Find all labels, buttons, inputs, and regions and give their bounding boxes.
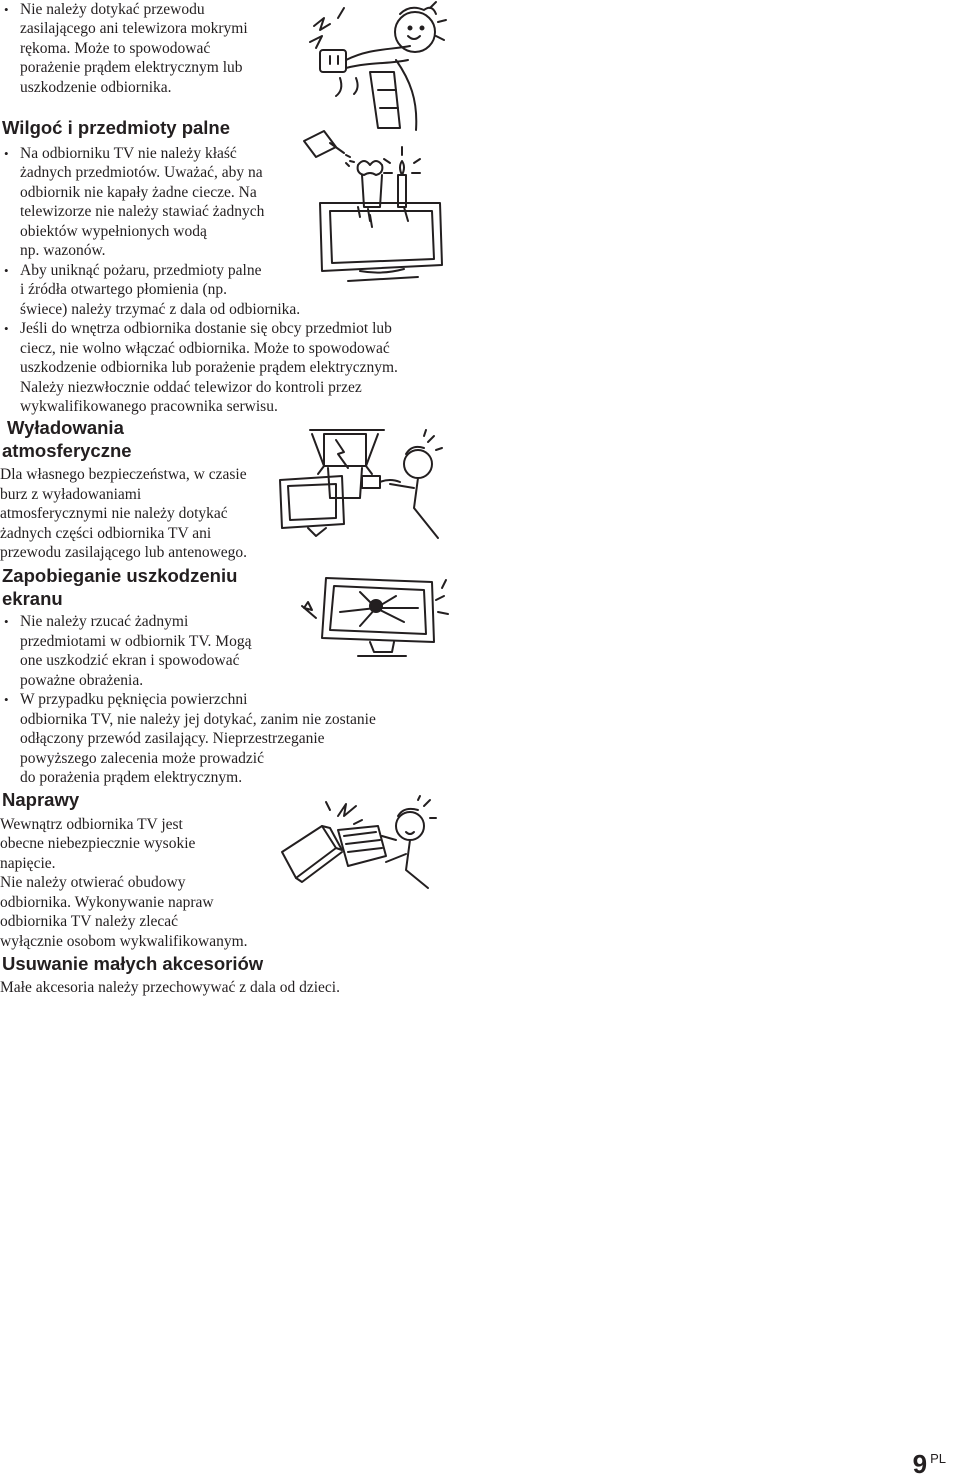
page-language-code: PL <box>930 1451 946 1466</box>
moisture-b3-l4: Należy niezwłocznie oddać telewizor do kontroli przez <box>20 379 362 396</box>
intro-line-5: uszkodzenie odbiornika. <box>20 79 172 96</box>
screen-bullet-2-dot: • <box>4 692 9 707</box>
accessories-line-1: Małe akcesoria należy przechowywać z dala od dzieci. <box>0 979 340 996</box>
moisture-bullet-2-dot: • <box>4 263 9 278</box>
intro-line-1: Nie należy dotykać przewodu <box>20 1 205 18</box>
repairs-line-2: obecne niebezpiecznie wysokie <box>0 835 196 852</box>
repairs-line-3: napięcie. <box>0 855 56 872</box>
moisture-b2-l2: i źródła otwartego płomienia (np. <box>20 281 228 298</box>
repairs-line-6: odbiornika TV należy zlecać <box>0 913 179 930</box>
screen-b1-l1: Nie należy rzucać żadnymi <box>20 613 189 630</box>
intro-line-4: porażenie prądem elektrycznym lub <box>20 59 243 76</box>
moisture-b1-l4: telewizorze nie należy stawiać żadnych <box>20 203 265 220</box>
moisture-b1-l2: żadnych przedmiotów. Uważać, aby na <box>20 164 263 181</box>
repairs-line-7: wyłącznie osobom wykwalifikowanym. <box>0 933 248 950</box>
screen-bullet-1-dot: • <box>4 614 9 629</box>
repairs-line-1: Wewnątrz odbiornika TV jest <box>0 816 183 833</box>
lightning-line-2: burz z wyładowaniami <box>0 486 142 503</box>
page-number <box>913 1449 946 1480</box>
page-number-value: 9 <box>912 1449 928 1479</box>
screen-b1-l2: przedmiotami w odbiornik TV. Mogą <box>20 633 252 650</box>
lightning-heading-line-1: Wyładowania <box>7 417 124 438</box>
moisture-b2-l3: świece) należy trzymać z dala od odbiornika. <box>20 301 301 318</box>
lightning-line-1: Dla własnego bezpieczeństwa, w czasie <box>0 466 247 483</box>
lightning-heading-line-2: atmosferyczne <box>2 440 132 461</box>
screen-b1-l4: poważne obrażenia. <box>20 672 144 689</box>
repairs-heading: Naprawy <box>2 789 80 810</box>
moisture-b3-l2: ciecz, nie wolno włączać odbiornika. Może to spowodować <box>20 340 390 357</box>
screen-heading-line-1: Zapobieganie uszkodzeniu <box>2 565 238 586</box>
screen-b2-l3: odłączony przewód zasilający. Nieprzestrzeganie <box>20 730 325 747</box>
intro-bullet: • <box>4 2 9 17</box>
moisture-b1-l6: np. wazonów. <box>20 242 106 259</box>
moisture-bullet-3-dot: • <box>4 321 9 336</box>
intro-line-3: rękoma. Może to spowodować <box>20 40 211 57</box>
intro-line-2: zasilającego ani telewizora mokrymi <box>20 20 248 37</box>
screen-b2-l4: powyższego zalecenia może prowadzić <box>20 750 264 767</box>
moisture-b1-l5: obiektów wypełnionych wodą <box>20 223 207 240</box>
accessories-heading: Usuwanie małych akcesoriów <box>2 953 264 974</box>
tv-with-vase-and-candle-illustration <box>300 125 460 295</box>
screen-b1-l3: one uszkodzić ekran i spowodować <box>20 652 240 669</box>
repairs-line-4: Nie należy otwierać obudowy <box>0 874 186 891</box>
repairs-line-5: odbiornika. Wykonywanie napraw <box>0 894 214 911</box>
lightning-line-4: żadnych części odbiornika TV ani <box>0 525 212 542</box>
lightning-line-3: atmosferycznymi nie należy dotykać <box>0 505 228 522</box>
screen-b2-l1: W przypadku pęknięcia powierzchni <box>20 691 248 708</box>
moisture-b1-l1: Na odbiorniku TV nie należy kłaść <box>20 145 237 162</box>
moisture-b3-l1: Jeśli do wnętrza odbiornika dostanie się obcy przedmiot lub <box>20 320 392 337</box>
moisture-b2-l1: Aby uniknąć pożaru, przedmioty palne <box>20 262 262 279</box>
screen-b2-l2: odbiornika TV, nie należy jej dotykać, zanim nie zostanie <box>20 711 376 728</box>
moisture-bullet-1-dot: • <box>4 146 9 161</box>
opening-tv-cabinet-illustration <box>278 796 438 891</box>
moisture-b3-l3: uszkodzenie odbiornika lub porażenie prądem elektrycznym. <box>20 359 398 376</box>
screen-heading-line-2: ekranu <box>2 588 63 609</box>
wet-hands-plug-illustration <box>300 0 450 140</box>
moisture-b1-l3: odbiornik nie kapały żadne ciecze. Na <box>20 184 257 201</box>
lightning-line-5: przewodu zasilającego lub antenowego. <box>0 544 248 561</box>
broken-screen-illustration <box>300 572 450 672</box>
moisture-b3-l5: wykwalifikowanego pracownika serwisu. <box>20 398 278 415</box>
moisture-heading: Wilgoć i przedmioty palne <box>2 117 231 138</box>
lightning-storm-illustration <box>278 428 448 548</box>
screen-b2-l5: do porażenia prądem elektrycznym. <box>20 769 243 786</box>
